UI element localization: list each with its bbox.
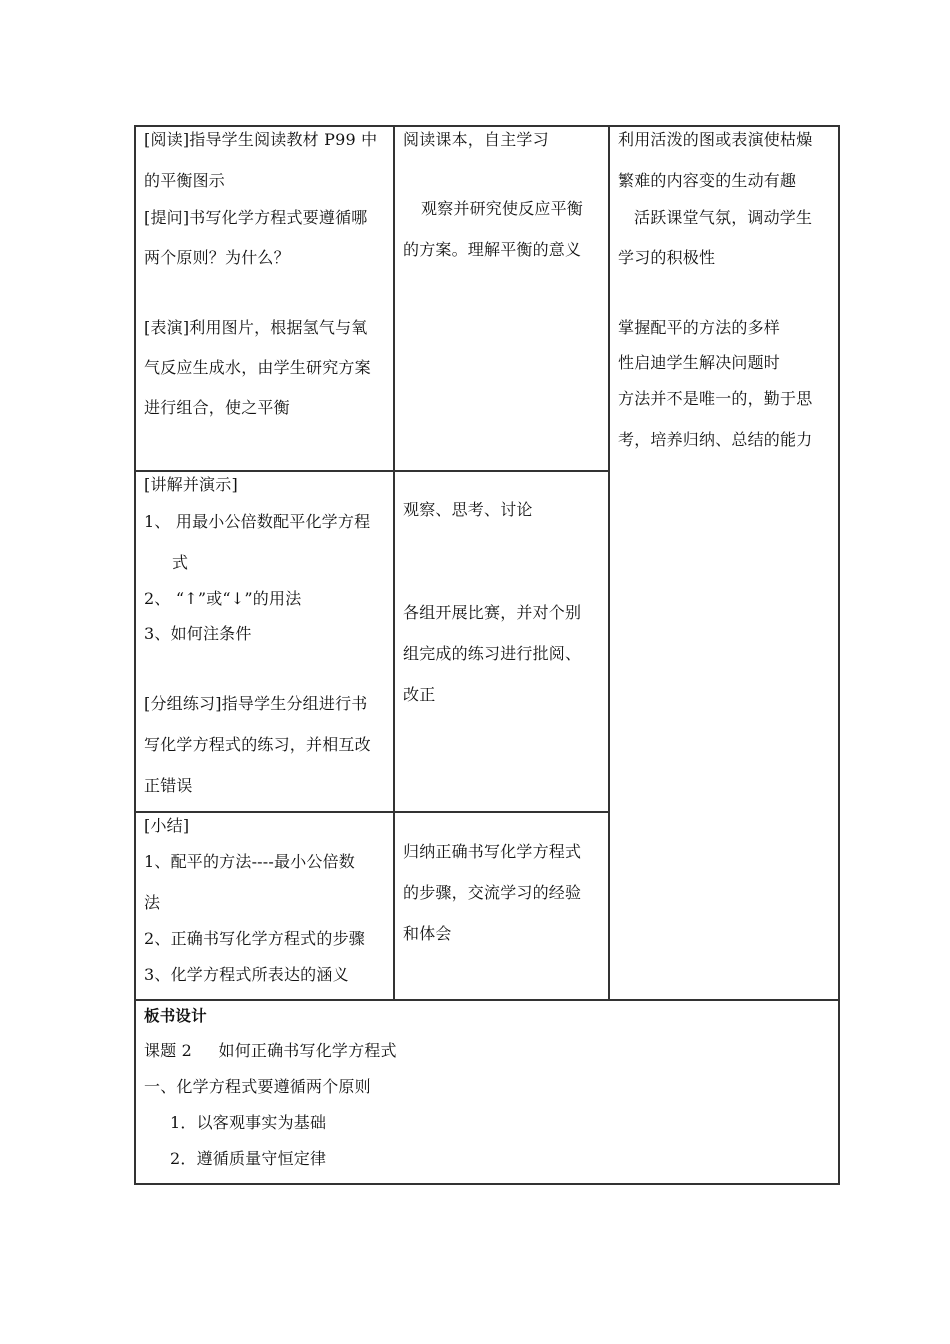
row2-student-line-3: 组完成的练习进行批阅、 xyxy=(403,644,582,663)
intent-line-2: 繁难的内容变的生动有趣 xyxy=(618,171,797,190)
row3-teacher-line-3: 法 xyxy=(144,893,161,912)
row-divider-1 xyxy=(134,470,609,472)
intent-line-8: 考，培养归纳、总结的能力 xyxy=(618,430,813,449)
row1-student-line-2: 观察并研究使反应平衡 xyxy=(421,199,584,218)
row3-student-line-3: 和体会 xyxy=(403,924,452,943)
row2-teacher-line-6: [分组练习]指导学生分组进行书 xyxy=(144,694,368,713)
row3-student-line-1: 归纳正确书写化学方程式 xyxy=(403,842,582,861)
row1-student-line-3: 的方案。理解平衡的意义 xyxy=(403,240,582,259)
table-top-border xyxy=(134,125,839,127)
row3-teacher-line-5: 3、化学方程式所表达的涵义 xyxy=(144,965,349,984)
row2-teacher-line-8: 正错误 xyxy=(144,776,193,795)
row1-student-line-1: 阅读课本，自主学习 xyxy=(403,130,549,149)
row2-student-line-1: 观察、思考、讨论 xyxy=(403,500,533,519)
row3-student-line-2: 的步骤，交流学习的经验 xyxy=(403,883,582,902)
board-line-1: 课题 2 如何正确书写化学方程式 xyxy=(144,1041,397,1060)
row2-teacher-line-2: 1、 用最小公倍数配平化学方程 xyxy=(144,512,371,531)
board-line-3: 1．以客观事实为基础 xyxy=(170,1113,327,1132)
column-divider-2 xyxy=(608,125,610,1000)
row1-teacher-line-7: 进行组合，使之平衡 xyxy=(144,398,290,417)
row2-teacher-line-5: 3、如何注条件 xyxy=(144,624,252,643)
table-bottom-border xyxy=(134,1183,840,1185)
row3-teacher-line-4: 2、正确书写化学方程式的步骤 xyxy=(144,929,365,948)
row3-teacher-line-2: 1、配平的方法----最小公倍数 xyxy=(144,852,356,871)
intent-line-6: 性启迪学生解决问题时 xyxy=(618,353,781,372)
row1-teacher-line-4: 两个原则？为什么？ xyxy=(144,248,290,267)
table-left-border xyxy=(134,125,136,1185)
board-line-2: 一、化学方程式要遵循两个原则 xyxy=(144,1077,371,1096)
row1-teacher-line-6: 气反应生成水，由学生研究方案 xyxy=(144,358,371,377)
intent-line-3: 活跃课堂气氛，调动学生 xyxy=(634,208,813,227)
row3-teacher-line-1: [小结] xyxy=(144,816,190,835)
row-divider-2 xyxy=(134,811,609,813)
intent-line-5: 掌握配平的方法的多样 xyxy=(618,318,781,337)
row2-teacher-line-3: 式 xyxy=(172,553,189,572)
board-line-4: 2．遵循质量守恒定律 xyxy=(170,1149,327,1168)
row2-teacher-line-7: 写化学方程式的练习，并相互改 xyxy=(144,735,371,754)
row1-teacher-line-1: [阅读]指导学生阅读教材 P99 中 xyxy=(144,130,378,149)
row2-teacher-line-4: 2、 “↑”或“↓”的用法 xyxy=(144,589,302,608)
row2-student-line-2: 各组开展比赛，并对个别 xyxy=(403,603,582,622)
row-divider-3 xyxy=(134,999,839,1001)
table-right-border xyxy=(838,125,840,1185)
row1-teacher-line-2: 的平衡图示 xyxy=(144,171,226,190)
row2-teacher-line-1: [讲解并演示] xyxy=(144,475,238,494)
row2-student-line-4: 改正 xyxy=(403,685,436,704)
intent-line-4: 学习的积极性 xyxy=(618,248,716,267)
intent-line-1: 利用活泼的图或表演使枯燥 xyxy=(618,130,813,149)
row1-teacher-line-5: [表演]利用图片，根据氢气与氧 xyxy=(144,318,368,337)
column-divider-1 xyxy=(393,125,395,1000)
intent-line-7: 方法并不是唯一的，勤于思 xyxy=(618,389,813,408)
board-design-heading: 板书设计 xyxy=(144,1007,207,1025)
row1-teacher-line-3: [提问]书写化学方程式要遵循哪 xyxy=(144,208,368,227)
